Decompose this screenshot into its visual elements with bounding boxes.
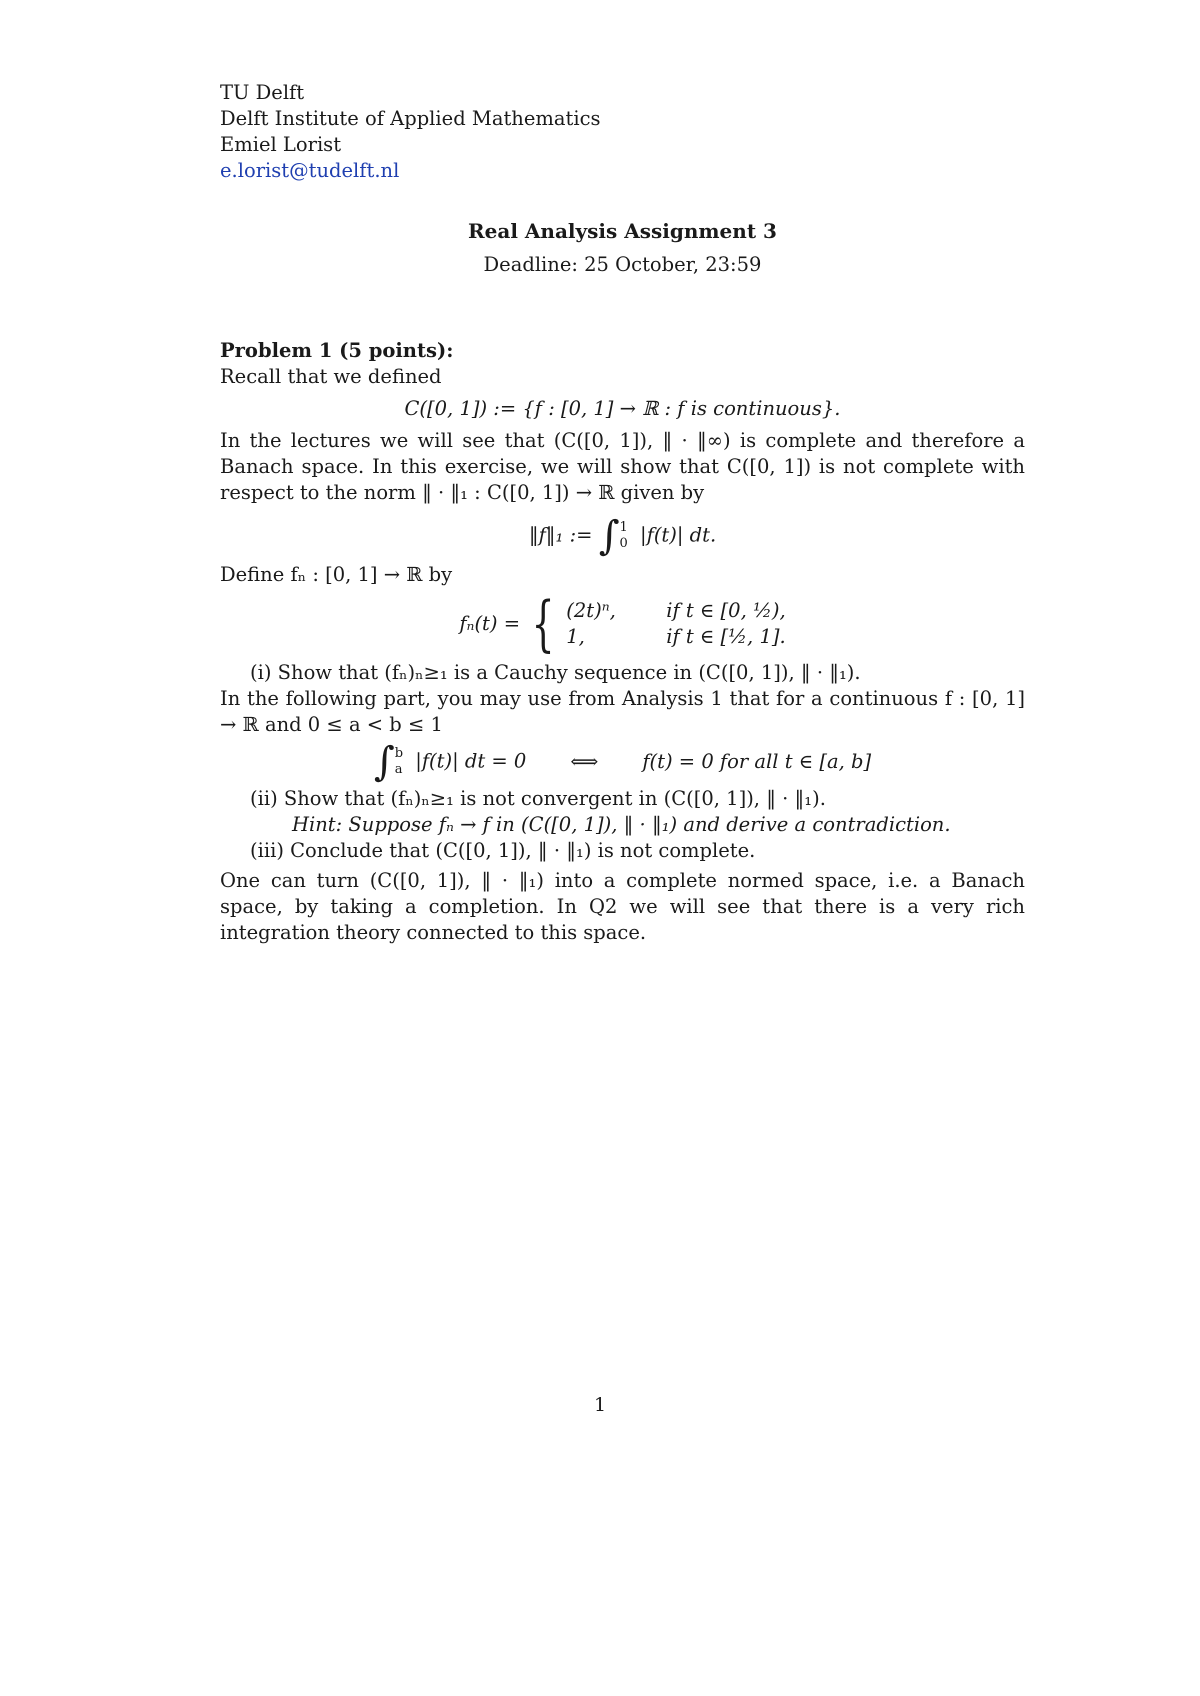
define-fn-text: Define fₙ : [0, 1] → ℝ by	[220, 563, 453, 586]
deadline: Deadline: 25 October, 23:59	[483, 253, 762, 276]
institute: Delft Institute of Applied Mathematics	[220, 107, 601, 130]
recall-text: Recall that we defined	[220, 365, 442, 388]
case-condition: if t ∈ [0, ½),	[666, 599, 786, 622]
case-expression: 1,	[566, 625, 585, 648]
fn-cases	[566, 598, 785, 650]
integral-sign: ∫	[598, 513, 620, 559]
document-title: Real Analysis Assignment 3	[468, 219, 777, 243]
page-number: 1	[593, 1394, 607, 1416]
integral-sign: ∫	[373, 739, 395, 785]
integral-upper: 1	[619, 520, 628, 535]
fn-lhs: fₙ(t) =	[459, 612, 521, 635]
iff-rhs: f(t) = 0 for all t ∈ [a, b]	[642, 750, 872, 773]
paragraph-analysis: In the following part, you may use from Analysis 1 that for a continuous f : [0, 1] → ℝ and 0 ≤ a < b ≤ 1	[220, 687, 1025, 736]
brace-symbol: {	[531, 589, 555, 659]
university: TU Delft	[220, 81, 305, 104]
definition-c01: C([0, 1]) := {f : [0, 1] → ℝ : f is continuous}.	[404, 397, 841, 420]
integral-upper: b	[394, 746, 404, 761]
norm-definition	[220, 513, 1025, 559]
case-condition: if t ∈ [½, 1].	[666, 625, 786, 648]
paragraph-completion: One can turn (C([0, 1]), ‖ · ‖₁) into a complete normed space, i.e. a Banach space, by taking a completion. In Q2 we will see that there is a very rich integration theory connected to this space.	[220, 869, 1025, 944]
author-block	[220, 80, 1025, 184]
item-i: (i) Show that (fₙ)ₙ≥₁ is a Cauchy sequence in (C([0, 1]), ‖ · ‖₁).	[250, 661, 861, 684]
norm-lhs: ‖f‖₁ :=	[528, 523, 593, 547]
fn-definition	[220, 589, 1025, 659]
hint: Hint: Suppose fₙ → f in (C([0, 1]), ‖ · ‖₁) and derive a contradiction.	[292, 813, 951, 836]
case-row	[566, 624, 785, 650]
author-name: Emiel Lorist	[220, 133, 342, 156]
integral-lower: a	[394, 762, 403, 777]
paragraph-complete: In the lectures we will see that (C([0, 1]), ‖ · ‖∞) is complete and therefore a Banach space. In this exercise, we will show that C([0, 1]) is not complete with respect to the norm ‖ · ‖₁ : C([0, 1]) → ℝ given by	[220, 429, 1025, 504]
item-ii: (ii) Show that (fₙ)ₙ≥₁ is not convergent in (C([0, 1]), ‖ · ‖₁).	[250, 787, 826, 810]
item-iii: (iii) Conclude that (C([0, 1]), ‖ · ‖₁) is not complete.	[250, 839, 756, 862]
document-page	[220, 80, 1025, 946]
author-email-link[interactable]: e.lorist@tudelft.nl	[220, 159, 400, 182]
integral-lower: 0	[619, 536, 628, 551]
case-row	[566, 598, 785, 624]
iff-lhs: |f(t)| dt = 0	[415, 749, 527, 773]
iff-symbol: ⟺	[570, 750, 599, 773]
iff-statement	[220, 739, 1025, 785]
case-expression: (2t)ⁿ,	[566, 599, 616, 622]
norm-rhs: |f(t)| dt.	[640, 523, 717, 547]
problem-heading: Problem 1 (5 points):	[220, 339, 454, 362]
